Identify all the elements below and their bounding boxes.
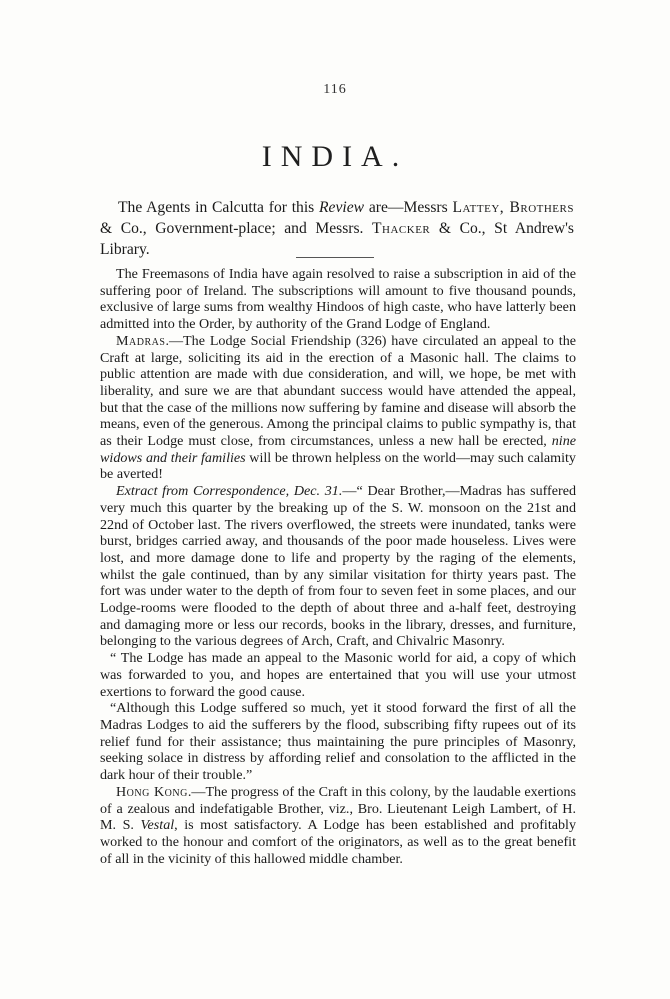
agents-notice	[100, 197, 574, 260]
section-title: INDIA.	[261, 140, 409, 173]
hong-kong-text-b: , is most satisfactory. A Lodge has been established and profitably worked to the honour and comfort of the originators, as well as to the great benefit of all in the vicinity of this hallowed middle chamber.	[100, 817, 576, 867]
madras-text-b: will be thrown helpless on the world—may such calamity be averted!	[100, 449, 576, 483]
paragraph-madras	[100, 333, 576, 483]
paragraph-correspondence	[100, 483, 576, 650]
correspondence-lead: Extract from Correspondence, Dec. 31.	[116, 483, 343, 500]
firm-lattey: Lattey, Brothers	[452, 199, 574, 216]
madras-heading: Madras	[116, 332, 166, 349]
firm-thacker: Thacker	[372, 220, 431, 237]
agents-intro: The Agents in Calcutta for this	[118, 199, 320, 216]
hong-kong-heading: Hong Kong	[116, 783, 188, 800]
correspondence-text: —“ Dear Brother,—Madras has suffered very much this quarter by the breaking up of the S. W. monsoon on the 21st and 22nd of October last. The rivers overflowed, the streets were inundated, tanks were burst, bridges carried away, and thousands of the poor made houseless. Lives were lost, and more damage done to life and property by the raging of the elements, whilst the gale continued, than by any similar visitation for thirty years past. The fort was under water to the depth of from four to seven feet in some places, and our Lodge-rooms were flooded to the depth of about three and a-half feet, destroying and damaging more or less our records, books in the library, dresses, and furniture, belonging to the various degrees of Arch, Craft, and Chivalric Masonry.	[100, 483, 577, 650]
review-title: Review	[319, 199, 365, 216]
madras-text-a: .—The Lodge Social Friendship (326) have circulated an appeal to the Craft at large, soliciting its aid in the erection of a Masonic hall. The claims to public attention are made with due consideration, and will, we hope, be met with liberality, and sure we are that abundant success would have attended the appeal, but that the case of the millions now suffering by famine and disease will absorb the means, even of the generous. Among the principal claims to public sympathy is, that as their Lodge must close, from circumstances, unless a new hall be erected,	[100, 332, 576, 450]
agents-mid: are—Messrs	[364, 199, 453, 216]
hong-kong-text-a: .—The progress of the Craft in this colony, by the laudable exertions of a zealous and indefatigable Brother, viz., Bro. Lieutenant Leigh Lambert, of H. M. S.	[100, 783, 576, 834]
paragraph-relief: “Although this Lodge suffered so much, yet it stood forward the first of all the Madras Lodges to aid the sufferers by the flood, subscribing fifty rupees out of its relief fund for their assistance; thus maintaining the pure principles of Masonry, seeking solace in distress by affording relief and consolation to the afflicted in the dark hour of their trouble.”	[100, 700, 576, 784]
firm-lattey-rest: & Co., Government-place; and Messrs.	[100, 220, 373, 237]
paragraph-appeal: “ The Lodge has made an appeal to the Masonic world for aid, a copy of which was forwarded to you, and hopes are entertained that you will use your utmost exertions to forward the good cause.	[100, 650, 576, 700]
section-divider	[296, 257, 374, 258]
paragraph-ireland: The Freemasons of India have again resolved to raise a subscription in aid of the suffering poor of Ireland. The subscriptions will amount to five thousand pounds, exclusive of large sums from wealthy Hindoos of high caste, who have latterly been admitted into the Order, by authority of the Grand Lodge of England.	[100, 266, 576, 333]
article-body	[100, 266, 576, 867]
page-number: 116	[323, 82, 347, 97]
firm-thacker-rest: & Co., St Andrew's Library.	[100, 220, 574, 258]
paragraph-hong-kong	[100, 784, 576, 868]
madras-emphasis: nine widows and their families	[100, 433, 576, 466]
ship-name: Vestal	[140, 817, 175, 834]
